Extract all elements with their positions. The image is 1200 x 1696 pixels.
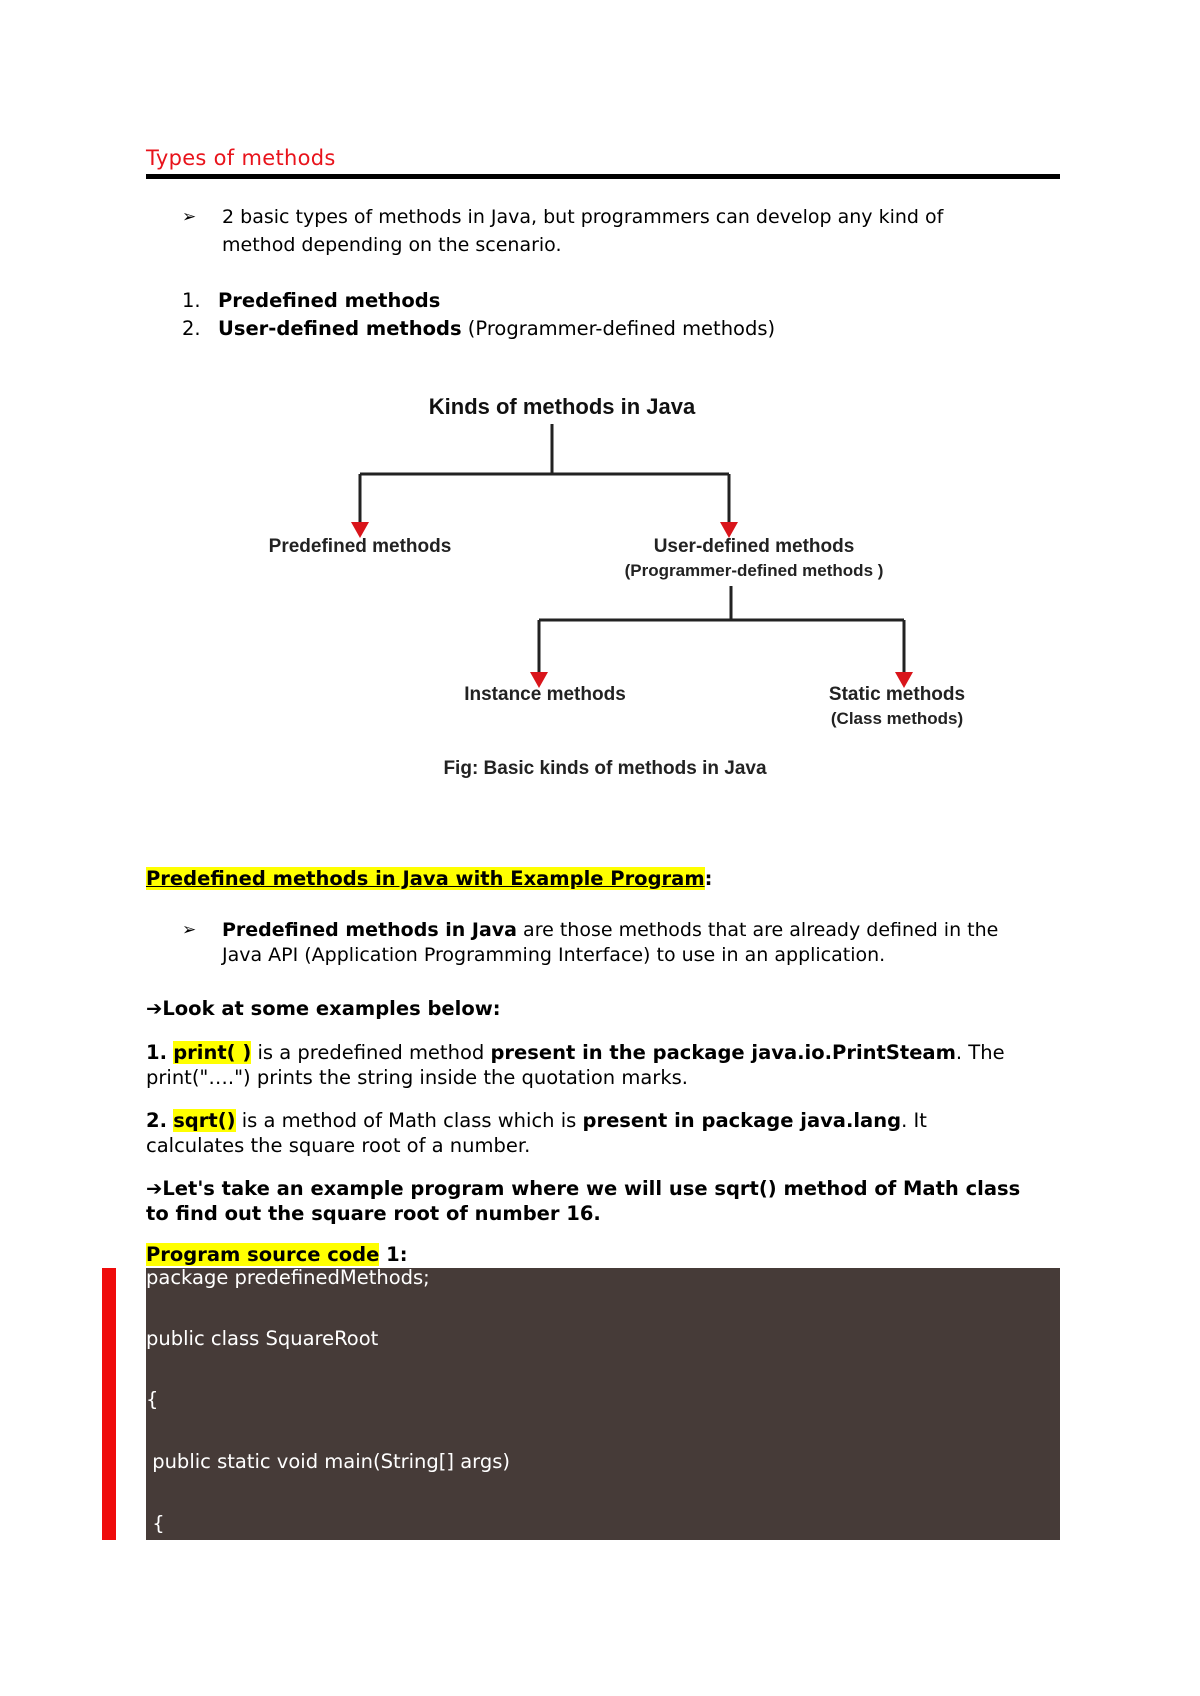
arrow-bullet-icon: ➢ bbox=[182, 920, 197, 940]
predefined-bullet bbox=[182, 918, 1062, 974]
predefined-bullet-rest: are those methods that are already defined in the bbox=[517, 919, 999, 941]
program-label-text: Program source code bbox=[146, 1243, 380, 1266]
code-block-accent-bar bbox=[102, 1268, 116, 1540]
lets-take-example bbox=[146, 1176, 1066, 1226]
intro-bullet-line1: 2 basic types of methods in Java, but programmers can develop any kind of bbox=[222, 206, 944, 228]
example1-package: present in the package java.io.PrintSteam bbox=[490, 1041, 956, 1064]
example2-package: present in package java.lang bbox=[582, 1109, 902, 1132]
list-item-bold: Predefined methods bbox=[218, 289, 441, 312]
example-print bbox=[146, 1040, 1066, 1090]
example1-method: print( ) bbox=[173, 1041, 252, 1064]
example2-method: sqrt() bbox=[173, 1109, 236, 1132]
example2-number: 2. bbox=[146, 1109, 167, 1132]
example1-number: 1. bbox=[146, 1041, 167, 1064]
diagram-static-label: Static methods bbox=[828, 684, 966, 705]
heading-rule bbox=[146, 174, 1060, 179]
right-arrow-icon: ➔ bbox=[146, 1177, 163, 1200]
right-arrow-icon: ➔ bbox=[146, 997, 163, 1020]
program-label bbox=[146, 1242, 1066, 1267]
example2-line2: calculates the square root of a number. bbox=[146, 1134, 531, 1157]
look-examples bbox=[146, 996, 1066, 1021]
lets-line1: Let's take an example program where we will use sqrt() method of Math class bbox=[162, 1177, 1021, 1200]
code-line: public class SquareRoot bbox=[146, 1327, 379, 1350]
example2-text2: . It bbox=[901, 1109, 927, 1132]
code-line: { bbox=[146, 1388, 159, 1411]
example2-text1: is a method of Math class which is bbox=[235, 1109, 583, 1132]
section2-title-suffix: : bbox=[704, 867, 713, 890]
diagram-caption: Fig: Basic kinds of methods in Java bbox=[443, 758, 767, 779]
predefined-bullet-bold: Predefined methods in Java bbox=[222, 919, 518, 941]
predefined-bullet-line2: Java API (Application Programming Interface) to use in an application. bbox=[222, 944, 886, 966]
diagram-instance-label: Instance methods bbox=[464, 684, 626, 705]
list-number: 2. bbox=[182, 317, 201, 340]
code-line: public static void main(String[] args) bbox=[146, 1450, 510, 1473]
list-number: 1. bbox=[182, 289, 201, 312]
diagram-user-defined-label: User-defined methods bbox=[653, 536, 855, 557]
section-heading-types: Types of methods bbox=[146, 146, 336, 170]
lets-line2: to find out the square root of number 16. bbox=[146, 1202, 601, 1225]
look-examples-text: Look at some examples below: bbox=[162, 997, 501, 1020]
example-sqrt bbox=[146, 1108, 1066, 1158]
code-block-corner bbox=[116, 1268, 146, 1294]
methods-tree-diagram bbox=[250, 380, 1010, 800]
diagram-programmer-defined-label: (Programmer-defined methods ) bbox=[624, 561, 884, 580]
list-item-rest: (Programmer-defined methods) bbox=[461, 317, 776, 340]
code-line: { bbox=[146, 1512, 165, 1535]
example1-line2: print("….") prints the string inside the quotation marks. bbox=[146, 1066, 688, 1089]
diagram-root-label: Kinds of methods in Java bbox=[428, 394, 696, 419]
section-heading-predefined bbox=[146, 866, 1066, 891]
intro-bullet bbox=[182, 203, 1062, 263]
intro-bullet-line2: method depending on the scenario. bbox=[222, 234, 562, 256]
code-line: package predefinedMethods; bbox=[146, 1266, 430, 1289]
diagram-predefined-label: Predefined methods bbox=[268, 536, 452, 557]
code-block bbox=[146, 1268, 1060, 1540]
diagram-class-methods-label: (Class methods) bbox=[830, 709, 964, 728]
program-label-num: 1: bbox=[379, 1243, 408, 1266]
example1-text2: . The bbox=[955, 1041, 1005, 1064]
example1-text1: is a predefined method bbox=[251, 1041, 491, 1064]
list-item-bold: User-defined methods bbox=[218, 317, 462, 340]
section2-title: Predefined methods in Java with Example Program bbox=[146, 867, 705, 890]
arrow-bullet-icon: ➢ bbox=[182, 207, 197, 227]
